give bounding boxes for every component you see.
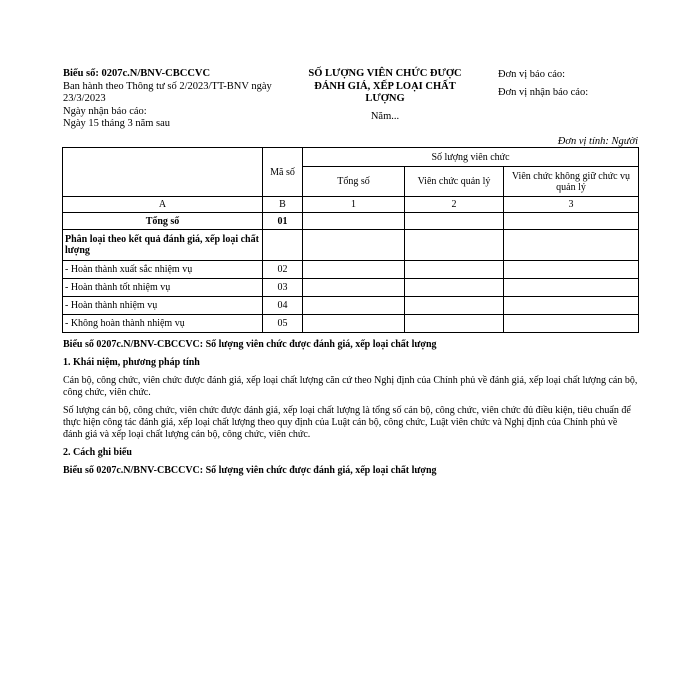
cell-non-manager — [504, 230, 639, 261]
letter-3: 3 — [504, 197, 639, 213]
form-header-left — [63, 68, 273, 131]
table-row — [63, 261, 639, 279]
cell-manager — [405, 230, 504, 261]
row-label: - Không hoàn thành nhiệm vụ — [63, 315, 263, 333]
section-2-title: 2. Cách ghi biểu — [63, 447, 132, 458]
form-header-center — [300, 68, 470, 123]
table-row — [63, 297, 639, 315]
row-code: 03 — [263, 279, 303, 297]
table-row — [63, 213, 639, 230]
letter-a: A — [63, 197, 263, 213]
row-label: - Hoàn thành nhiệm vụ — [63, 297, 263, 315]
table-header-row — [63, 148, 639, 167]
cell-non-manager — [504, 261, 639, 279]
table-row — [63, 230, 639, 261]
cell-total — [303, 279, 405, 297]
paragraph-1: Cán bộ, công chức, viên chức được đánh giá, xếp loại chất lượng căn cứ theo Nghị định của Chính phủ về đánh giá, xếp loại chất lượng cán bộ, công chức, viên chức. — [63, 375, 638, 398]
letter-1: 1 — [303, 197, 405, 213]
cell-manager — [405, 297, 504, 315]
form-code: Biểu số: 0207c.N/BNV-CBCCVC — [63, 68, 211, 79]
form-header-right — [498, 69, 638, 99]
row-label: Tổng số — [63, 213, 263, 230]
header-blank-cell — [63, 148, 263, 197]
letter-2: 2 — [405, 197, 504, 213]
row-label: - Hoàn thành tốt nhiệm vụ — [63, 279, 263, 297]
table-letter-row — [63, 197, 639, 213]
cell-manager — [405, 261, 504, 279]
paragraph-2: Số lượng cán bộ, công chức, viên chức được đánh giá, xếp loại chất lượng là tổng số cán bộ, công chức, viên chức đủ điều kiện, tiêu chuẩn để thực hiện công tác đánh giá, xếp loại chất lượng theo quy định của Luật cán bộ, công chức, Luật viên chức và Nghị định của Chính phủ về đánh giá và xếp loại chất lượng cán bộ, công chức, viên chức. — [63, 405, 631, 440]
cell-total — [303, 213, 405, 230]
explanation-section — [63, 339, 638, 483]
row-label: Phân loại theo kết quả đánh giá, xếp loại chất lượng — [63, 230, 263, 261]
cell-total — [303, 230, 405, 261]
section-heading: Biểu số 0207c.N/BNV-CBCCVC: Số lượng viên chức được đánh giá, xếp loại chất lượng — [63, 339, 437, 350]
cell-total — [303, 315, 405, 333]
form-title: SỐ LƯỢNG VIÊN CHỨC ĐƯỢC ĐÁNH GIÁ, XẾP LOẠI CHẤT LƯỢNG — [308, 68, 462, 104]
cell-total — [303, 297, 405, 315]
table-row — [63, 315, 639, 333]
receive-date-value: Ngày 15 tháng 3 năm sau — [63, 118, 171, 129]
section-heading-2: Biểu số 0207c.N/BNV-CBCCVC: Số lượng viên chức được đánh giá, xếp loại chất lượng — [63, 465, 437, 476]
cell-manager — [405, 279, 504, 297]
row-code: 02 — [263, 261, 303, 279]
cell-non-manager — [504, 279, 639, 297]
header-ma-so: Mã số — [263, 148, 303, 197]
cell-non-manager — [504, 297, 639, 315]
table-row — [63, 279, 639, 297]
header-manager: Viên chức quản lý — [405, 167, 504, 197]
row-code: 04 — [263, 297, 303, 315]
receive-date-label: Ngày nhận báo cáo: — [63, 105, 147, 117]
header-group: Số lượng viên chức — [303, 148, 639, 167]
unit-note: Đơn vị tính: Người — [557, 136, 638, 147]
row-code: 01 — [263, 213, 303, 230]
reporting-unit: Đơn vị báo cáo: — [498, 69, 566, 80]
receiving-unit: Đơn vị nhận báo cáo: — [498, 86, 589, 98]
header-non-manager: Viên chức không giữ chức vụ quản lý — [504, 167, 639, 197]
statistics-table — [62, 147, 639, 333]
cell-manager — [405, 315, 504, 333]
form-year: Năm... — [370, 110, 400, 122]
cell-non-manager — [504, 213, 639, 230]
row-code — [263, 230, 303, 261]
cell-non-manager — [504, 315, 639, 333]
section-1-title: 1. Khái niệm, phương pháp tính — [63, 357, 200, 368]
row-label: - Hoàn thành xuất sắc nhiệm vụ — [63, 261, 263, 279]
letter-b: B — [263, 197, 303, 213]
cell-manager — [405, 213, 504, 230]
row-code: 05 — [263, 315, 303, 333]
cell-total — [303, 261, 405, 279]
header-total: Tổng số — [303, 167, 405, 197]
issued-by: Ban hành theo Thông tư số 2/2023/TT-BNV ngày 23/3/2023 — [63, 80, 272, 104]
